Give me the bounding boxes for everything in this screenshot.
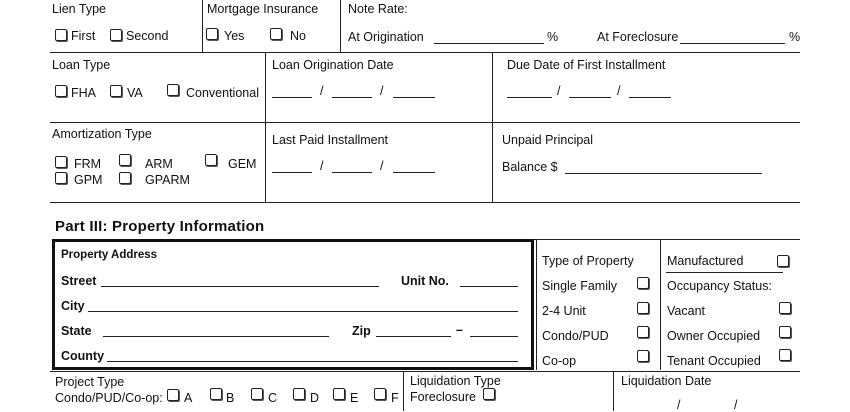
conventional-checkbox[interactable] (167, 84, 179, 96)
liquidation-date-label: Liquidation Date (621, 374, 712, 388)
unit-no-label: Unit No. (401, 274, 449, 288)
liquidation-type-label: Liquidation Type (410, 374, 501, 388)
project-f-checkbox[interactable] (374, 388, 386, 400)
single-family-checkbox[interactable] (637, 277, 649, 289)
orig-day-field[interactable] (332, 97, 372, 98)
due-date-label: Due Date of First Installment (507, 58, 666, 72)
owner-occupied-label: Owner Occupied (667, 329, 761, 343)
vacant-label: Vacant (667, 304, 705, 318)
origination-rate-field[interactable] (434, 43, 544, 44)
zip-label: Zip (352, 324, 371, 338)
slash: / (617, 84, 621, 98)
vacant-checkbox[interactable] (779, 302, 791, 314)
type-of-property-label: Type of Property (542, 254, 634, 268)
foreclosure-checkbox[interactable] (483, 388, 495, 400)
opt-a-label: A (184, 391, 193, 405)
project-c-checkbox[interactable] (251, 388, 263, 400)
unpaid-principal-label: Unpaid Principal (502, 133, 594, 147)
balance-field[interactable] (565, 173, 762, 174)
opt-c-label: C (268, 391, 278, 405)
tenant-occupied-label: Tenant Occupied (667, 354, 761, 368)
slash: / (380, 84, 384, 98)
coop-checkbox[interactable] (637, 350, 649, 362)
gpm-checkbox[interactable] (55, 172, 67, 184)
second-lien-checkbox[interactable] (110, 29, 122, 41)
gem-checkbox[interactable] (205, 154, 217, 166)
two-four-unit-label: 2-4 Unit (542, 304, 586, 318)
manufactured-checkbox[interactable] (777, 255, 789, 267)
due-day-field[interactable] (569, 97, 611, 98)
street-label: Street (61, 274, 97, 288)
loan-type-label: Loan Type (52, 58, 111, 72)
mortgage-insurance-label: Mortgage Insurance (207, 2, 319, 16)
state-label: State (61, 324, 92, 338)
slash: / (320, 84, 324, 98)
city-label: City (61, 299, 85, 313)
yes-label: Yes (224, 29, 245, 43)
fha-label: FHA (71, 86, 96, 100)
condo-pud-checkbox[interactable] (637, 326, 649, 338)
frm-label: FRM (74, 157, 102, 171)
note-rate-label: Note Rate: (348, 2, 408, 16)
arm-checkbox[interactable] (119, 154, 131, 166)
project-e-checkbox[interactable] (333, 388, 345, 400)
last-paid-year-field[interactable] (393, 172, 435, 173)
project-type-label: Project Type (55, 375, 125, 389)
condo-pud-label: Condo/PUD (542, 329, 609, 343)
last-paid-label: Last Paid Installment (272, 133, 389, 147)
part3-title: Part III: Property Information (55, 218, 265, 235)
lien-type-label: Lien Type (52, 2, 106, 16)
zip-dash: – (456, 323, 463, 337)
percent-sign-2: % (789, 30, 801, 44)
gpm-label: GPM (74, 173, 103, 187)
condo-pud-coop-label: Condo/PUD/Co-op: (55, 391, 163, 405)
slash: / (557, 84, 561, 98)
county-label: County (61, 349, 105, 363)
single-family-label: Single Family (542, 279, 618, 293)
origination-date-label: Loan Origination Date (272, 58, 394, 72)
first-label: First (71, 29, 96, 43)
foreclosure-label: Foreclosure (410, 390, 476, 404)
va-label: VA (127, 86, 143, 100)
due-year-field[interactable] (629, 97, 671, 98)
two-four-unit-checkbox[interactable] (637, 302, 649, 314)
mi-no-checkbox[interactable] (270, 28, 282, 40)
first-lien-checkbox[interactable] (55, 29, 67, 41)
city-field[interactable] (88, 311, 518, 312)
foreclosure-rate-field[interactable] (680, 43, 785, 44)
tenant-occupied-checkbox[interactable] (779, 349, 791, 361)
no-label: No (290, 29, 306, 43)
slash: / (677, 398, 681, 412)
project-d-checkbox[interactable] (293, 388, 305, 400)
percent-sign: % (547, 30, 559, 44)
mi-yes-checkbox[interactable] (206, 28, 218, 40)
owner-occupied-checkbox[interactable] (779, 326, 791, 338)
va-checkbox[interactable] (110, 85, 122, 97)
balance-label: Balance $ (502, 160, 558, 174)
amortization-type-label: Amortization Type (52, 127, 152, 141)
state-field[interactable] (103, 336, 329, 337)
opt-e-label: E (350, 391, 359, 405)
unit-no-field[interactable] (460, 286, 518, 287)
county-field[interactable] (107, 361, 518, 362)
opt-b-label: B (226, 391, 235, 405)
coop-label: Co-op (542, 354, 577, 368)
orig-month-field[interactable] (272, 97, 312, 98)
slash: / (320, 159, 324, 173)
manufactured-label: Manufactured (667, 254, 744, 268)
zip-field[interactable] (376, 336, 451, 337)
property-address-label: Property Address (61, 249, 158, 261)
project-b-checkbox[interactable] (210, 388, 222, 400)
slash: / (380, 159, 384, 173)
slash: / (734, 398, 738, 412)
zip-ext-field[interactable] (470, 336, 518, 337)
due-month-field[interactable] (507, 97, 552, 98)
gem-label: GEM (228, 157, 257, 171)
frm-checkbox[interactable] (55, 156, 67, 168)
orig-year-field[interactable] (393, 97, 435, 98)
conventional-label: Conventional (186, 86, 259, 100)
occupancy-status-label: Occupancy Status: (667, 279, 772, 293)
second-label: Second (126, 29, 169, 43)
opt-f-label: F (391, 391, 399, 405)
fha-checkbox[interactable] (55, 85, 67, 97)
project-a-checkbox[interactable] (167, 389, 179, 401)
last-paid-month-field[interactable] (272, 172, 312, 173)
arm-label: ARM (145, 157, 173, 171)
at-foreclosure-label: At Foreclosure (597, 30, 679, 44)
gparm-checkbox[interactable] (119, 172, 131, 184)
gparm-label: GPARM (145, 173, 190, 187)
last-paid-day-field[interactable] (332, 172, 372, 173)
at-origination-label: At Origination (348, 30, 424, 44)
street-field[interactable] (101, 286, 379, 287)
opt-d-label: D (310, 391, 320, 405)
